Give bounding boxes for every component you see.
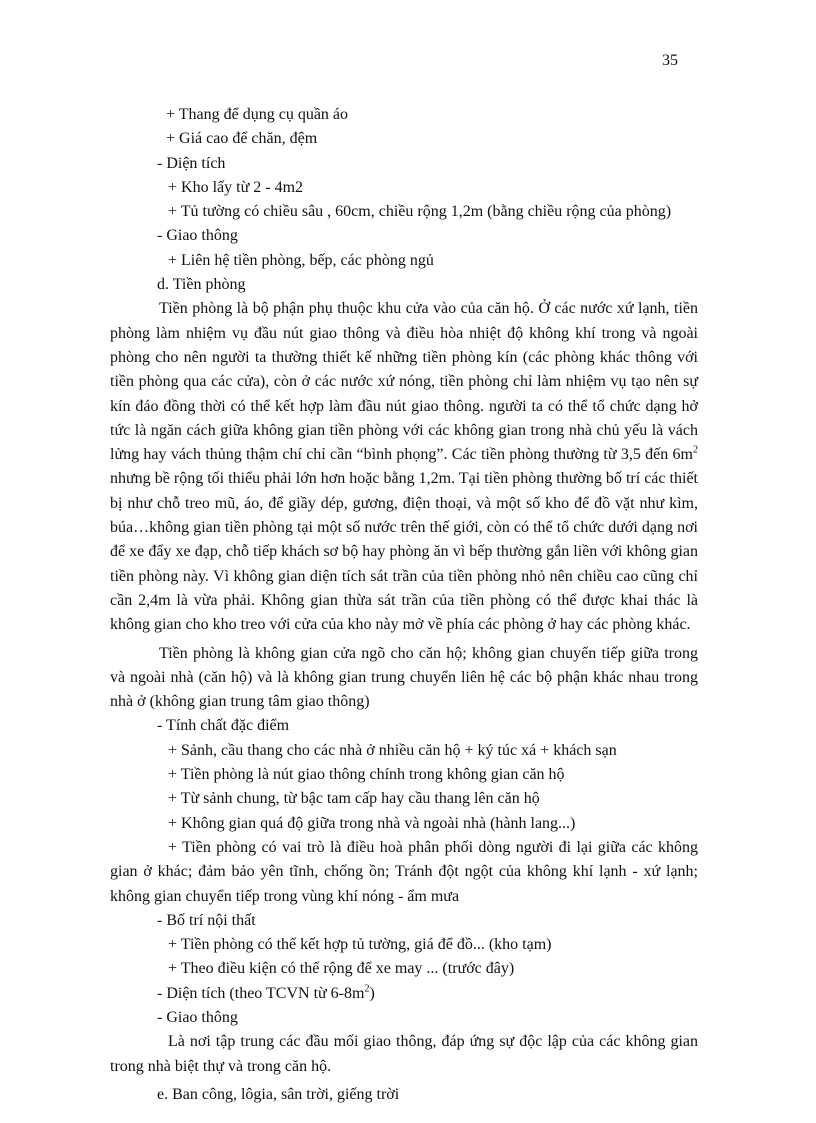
furniture-list	[110, 909, 698, 982]
area-item	[110, 982, 698, 1006]
list-item: - Bố trí nội thất	[157, 911, 256, 929]
list-item: - Giao thông	[157, 227, 238, 245]
paragraph-text: Tiền phòng là bộ phận phụ thuộc khu cửa vào của căn hộ. Ở các nước xứ lạnh, tiền phòng làm nhiệm vụ đầu nút giao thông và điều hòa nhiệt độ không khí trong và ngoài phòng cho nên người ta thường thiết kế những tiền phòng kín (các phòng khác thông với tiền phòng qua các cửa), còn ở các nước xứ nóng, tiền phòng chỉ làm nhiệm vụ tạo nên sự kín đáo đồng thời có thể kết hợp làm đầu nút giao thông. người ta có thể tổ chức dạng hở tức là ngăn cách giữa không gian tiền phòng với các không gian trong nhà chủ yếu là vách lửng hay vách thủng thậm chí chỉ cần “bình phọng”. Các tiền phòng thường từ 3,5 đến 6m	[110, 300, 698, 464]
traffic-item: - Giao thông	[157, 1008, 238, 1026]
paragraph-foyer-function: + Tiền phòng có vai trò là điều hoà phân phối dòng người đi lại giữa các không gian ở khác; đảm bảo yên tĩnh, chống ồn; Tránh đột ngột của không khí lạnh - xứ lạnh; không gian chuyển tiếp trong vùng khí nóng - ẩm mưa	[110, 838, 698, 905]
list-item: + Tiền phòng là nút giao thông chính trong không gian căn hộ	[168, 766, 565, 784]
paragraph-foyer-role: Tiền phòng là không gian cửa ngõ cho căn hộ; không gian chuyển tiếp giữa trong và ngoài nhà (căn hộ) và là không gian trung chuyển liên hệ các bộ phận khác nhau trong nhà ở (không gian trung tâm giao thông)	[110, 644, 698, 711]
list-item: + Tủ tường có chiều sâu , 60cm, chiều rộng 1,2m (bằng chiều rộng của phòng)	[168, 203, 672, 221]
list-item: + Sảnh, cầu thang cho các nhà ở nhiều căn hộ + ký túc xá + khách sạn	[168, 741, 617, 759]
list-item: d. Tiền phòng	[157, 276, 246, 294]
storage-list	[110, 103, 698, 297]
paragraph-traffic: Là nơi tập trung các đầu mối giao thông, đáp ứng sự độc lập của các không gian trong nhà biệt thự và trong căn hộ.	[110, 1033, 698, 1075]
list-item: + Từ sảnh chung, từ bậc tam cấp hay cầu thang lên căn hộ	[168, 790, 540, 808]
list-item: + Giá cao để chăn, đệm	[166, 130, 318, 148]
area-text: - Diện tích (theo TCVN từ 6-8m	[157, 984, 365, 1002]
list-item: + Thang để dụng cụ quần áo	[166, 106, 349, 123]
list-item: + Liên hệ tiền phòng, bếp, các phòng ngủ	[168, 251, 434, 269]
page-number: 35	[662, 52, 678, 69]
characteristics-list	[110, 714, 698, 835]
page-body	[110, 103, 698, 1107]
list-item: + Không gian quá độ giữa trong nhà và ngoài nhà (hành lang...)	[168, 814, 576, 832]
superscript: 2	[693, 444, 698, 456]
paragraph-text: nhưng bề rộng tối thiểu phải lớn hơn hoặc bằng 1,2m. Tại tiền phòng thường bố trí các thiết bị như chỗ treo mũ, áo, để giầy dép, gương, điện thoại, và một số kho để đồ vặt như kìm, búa…không gian tiền phòng tại một số nước trên thế giới, còn có thể tổ chức dưới dạng nơi để xe đẩy xe đạp, chỗ tiếp khách sơ bộ hay phòng ăn vì bếp thường gắn liền với không gian tiền phòng này. Vì không gian diện tích sát trần của tiền phòng nhỏ nên chiều cao cũng chỉ cần 2,4m là vừa phải. Không gian thừa sát trần của tiền phòng có thể được khai thác là không gian cho kho treo với cửa của kho này mở về phía các phòng ở hay các phòng khác.	[110, 470, 698, 634]
list-item: + Kho lấy từ 2 - 4m2	[168, 178, 304, 196]
list-item: - Tính chất đặc điểm	[157, 717, 290, 735]
superscript: 2	[364, 983, 370, 995]
list-item: - Diện tích	[157, 154, 226, 172]
area-suffix: )	[369, 984, 375, 1002]
list-item: + Tiền phòng có thể kết hợp tủ tường, giá để đồ... (kho tạm)	[168, 936, 552, 954]
section-heading-e: e. Ban công, lôgia, sân trời, giếng trời	[157, 1085, 400, 1103]
list-item: + Theo điều kiện có thể rộng để xe may ... (trước đây)	[168, 960, 515, 978]
paragraph-foyer-intro	[110, 297, 698, 637]
